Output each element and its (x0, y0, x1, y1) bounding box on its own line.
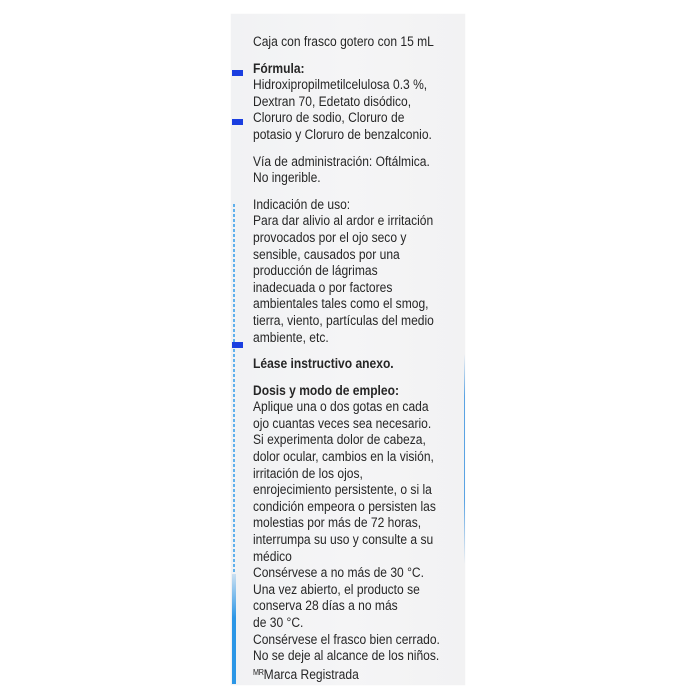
administration-line: Vía de administración: Oftálmica. (253, 153, 430, 169)
dosage-line: conserva 28 días a no más (253, 598, 398, 614)
dosage-line: dolor ocular, cambios en la visión, (253, 449, 434, 465)
trademark-symbol: MR (253, 667, 264, 677)
left-blue-edge (232, 574, 236, 684)
indication-line: producción de lágrimas (253, 263, 378, 279)
indication-line: Para dar alivio al ardor e irritación (253, 213, 434, 229)
dosage-line: No se deje al alcance de los niños. (253, 648, 440, 664)
blue-marker (232, 342, 243, 348)
administration-line: No ingerible. (253, 170, 321, 186)
read-insert-notice: Léase instructivo anexo. (253, 356, 394, 372)
dosage-line: Aplique una o dos gotas en cada (253, 399, 429, 415)
dosage-line: de 30 °C. (253, 615, 304, 630)
formula-line: Hidroxipropilmetilcelulosa 0.3 %, (253, 77, 428, 93)
formula-line: Cloruro de sodio, Cloruro de (253, 110, 405, 126)
dosage-line: Una vez abierto, el producto se (253, 581, 420, 597)
indication-line: ambiente, etc. (253, 329, 329, 345)
dosage-line: ojo cuantas veces sea necesario. (253, 415, 432, 431)
blue-marker (232, 119, 243, 125)
dosage-line: molestias por más de 72 horas, (253, 515, 422, 531)
package-text (253, 34, 463, 683)
indication-line: provocados por el ojo seco y (253, 229, 407, 245)
formula-heading: Fórmula: (253, 60, 305, 76)
indication-heading: Indicación de uso: (253, 196, 351, 212)
dosage-heading: Dosis y modo de empleo: (253, 382, 399, 398)
dosage-line: irritación de los ojos, (253, 465, 363, 481)
indication-line: inadecuada o por factores (253, 279, 393, 295)
dosage-line: Consérvese a no más de 30 °C. (253, 565, 424, 581)
indication-line: ambientales tales como el smog, (253, 296, 429, 312)
dosage-line: Consérvese el frasco bien cerrado. (253, 631, 440, 647)
right-blue-edge (464, 354, 465, 564)
left-dotted-edge (233, 204, 235, 574)
dosage-line: interrumpa su uso y consulte a su (253, 532, 434, 548)
dosage-line: enrojecimiento persistente, o si la (253, 482, 432, 498)
dosage-line: médico (253, 548, 292, 564)
trademark-line (253, 665, 463, 684)
blue-marker (232, 70, 243, 76)
dosage-line: condición empeora o persisten las (253, 498, 436, 514)
dosage-line: Si experimenta dolor de cabeza, (253, 432, 426, 448)
indication-line: sensible, causados por una (253, 246, 400, 262)
trademark-text: Marca Registrada (263, 666, 359, 682)
formula-line: potasio y Cloruro de benzalconio. (253, 126, 432, 142)
contents-line: Caja con frasco gotero con 15 mL (253, 34, 434, 49)
package-side-panel (231, 14, 465, 685)
formula-line: Dextran 70, Edetato disódico, (253, 93, 412, 109)
indication-line: tierra, viento, partículas del medio (253, 312, 434, 328)
